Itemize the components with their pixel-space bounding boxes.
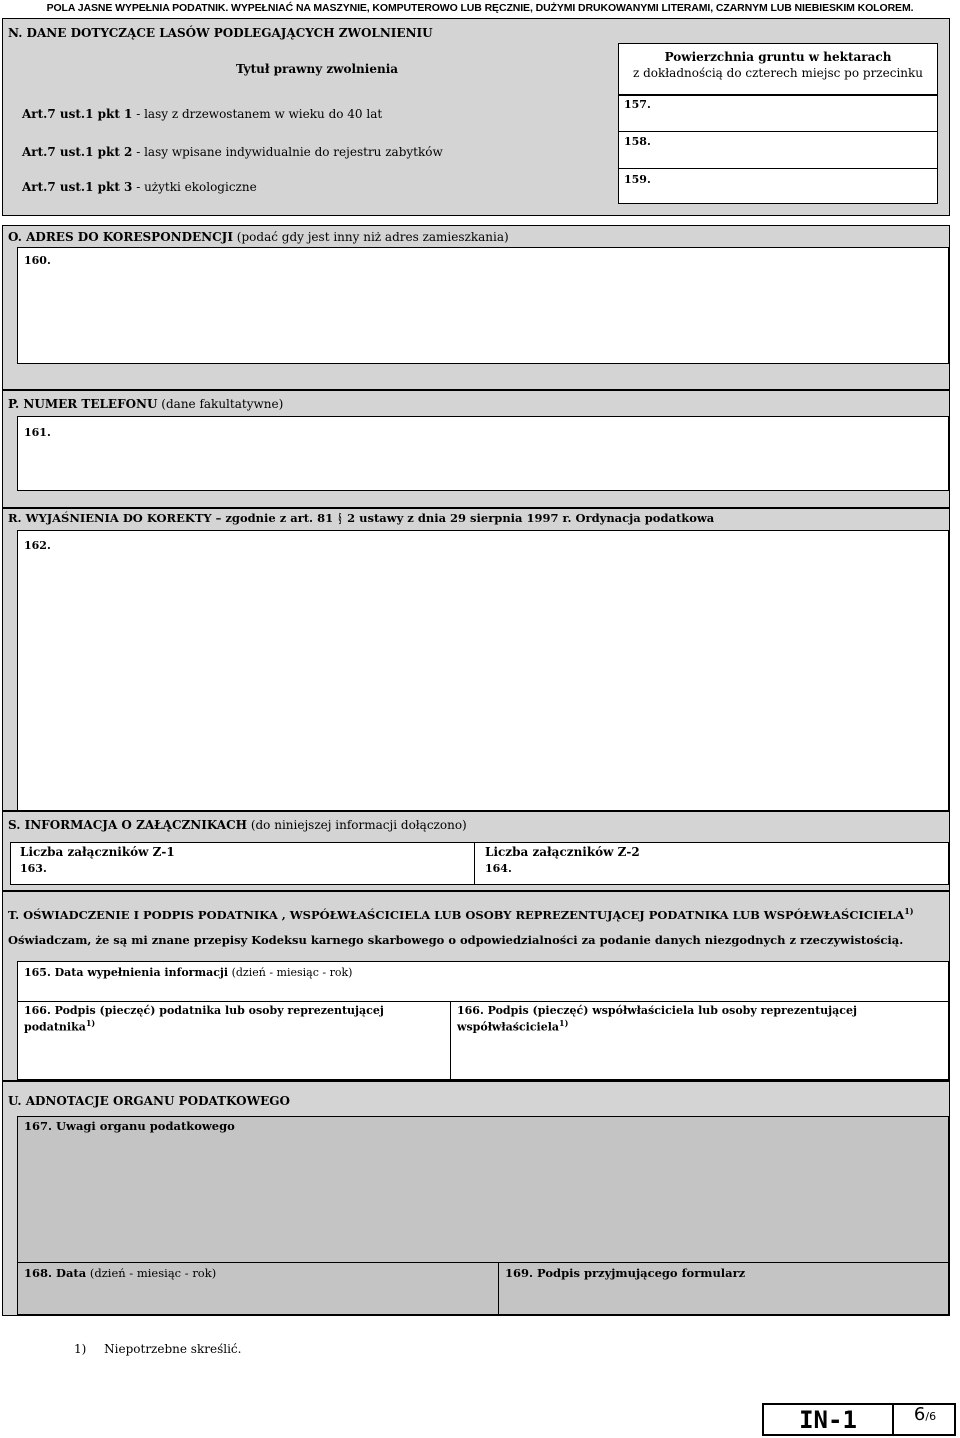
- field-165[interactable]: [17, 961, 949, 1002]
- field-162[interactable]: [17, 530, 949, 811]
- section-r-heading: R. WYJAŚNIENIA DO KOREKTY – zgodnie z art. 81: [8, 511, 338, 525]
- area-header-line1: Powierzchnia gruntu w hektarach: [664, 50, 892, 64]
- section-t-heading: T. OŚWIADCZENIE I PODPIS PODATNIKA , WSPÓŁWŁAŚCICIELA LUB OSOBY REPREZENTUJĄCEJ PODATNIKA LUB WSPÓŁWŁAŚCICIELA: [8, 907, 905, 922]
- field-166b-label-text: współwłaściciela: [457, 1020, 560, 1034]
- page-current: 6: [913, 1404, 926, 1425]
- area-header-line2: z dokładnością do czterech miejsc po przecinku: [632, 66, 924, 80]
- exemption-row-1-ref: Art.7 ust.1 pkt 1: [22, 107, 133, 121]
- section-s-note: (do niniejszej informacji dołączono): [247, 818, 467, 832]
- field-163[interactable]: [10, 842, 475, 885]
- declaration-statement: Oświadczam, że są mi znane przepisy Kodeksu karnego skarbowego o odpowiedzialności za podanie danych niezgodnych z rzeczywistością.: [8, 933, 904, 947]
- legal-title-header: Tytuł prawny zwolnienia: [236, 62, 399, 76]
- field-168-label-main: 168. Data: [24, 1266, 87, 1280]
- field-167-label: 167. Uwagi organu podatkowego: [24, 1119, 235, 1133]
- footnote-number: 1): [74, 1342, 87, 1356]
- field-166a-label-line2: [24, 1018, 95, 1034]
- field-158[interactable]: [618, 131, 938, 169]
- field-169-label: 169. Podpis przyjmującego formularz: [505, 1266, 746, 1280]
- field-157-number: 157.: [624, 98, 651, 111]
- exemption-row-1-label: [22, 107, 382, 121]
- section-o-heading: O. ADRES DO KORESPONDENCJI: [8, 230, 233, 244]
- section-s-title: [8, 818, 467, 832]
- field-164[interactable]: [474, 842, 949, 885]
- section-n-title: N. DANE DOTYCZĄCE LASÓW PODLEGAJĄCYCH ZWOLNIENIU: [8, 26, 433, 40]
- exemption-row-2-desc: - lasy wpisane indywidualnie do rejestru zabytków: [132, 145, 443, 159]
- section-mark: §: [338, 510, 342, 526]
- field-166a-label-line1: 166. Podpis (pieczęć) podatnika lub osoby reprezentującej: [24, 1004, 384, 1017]
- section-t-footnote-ref: 1): [904, 906, 914, 916]
- section-o-title: [8, 230, 509, 244]
- section-r-heading-rest: 2 ustawy z dnia 29 sierpnia 1997 r. Ordynacja podatkowa: [343, 511, 715, 525]
- field-166b-label-line2: [457, 1018, 568, 1034]
- exemption-row-1-desc: - lasy z drzewostanem w wieku do 40 lat: [132, 107, 383, 121]
- field-165-label-main: 165. Data wypełnienia informacji: [24, 966, 229, 979]
- field-168-label: [24, 1266, 216, 1280]
- field-157[interactable]: [618, 95, 938, 132]
- form-id-divider: [892, 1403, 894, 1436]
- field-159[interactable]: [618, 168, 938, 204]
- exemption-row-2-label: [22, 145, 443, 159]
- field-158-number: 158.: [624, 135, 651, 148]
- section-p-title: [8, 397, 283, 411]
- page-total: /6: [925, 1410, 937, 1423]
- section-p-note: (dane fakultatywne): [157, 397, 284, 411]
- field-165-label-hint: (dzień - miesiąc - rok): [228, 966, 353, 979]
- field-166a-footnote-ref: 1): [85, 1018, 96, 1028]
- field-166a-label-text: podatnika: [24, 1020, 86, 1034]
- field-167: [17, 1116, 949, 1263]
- field-162-number: 162.: [24, 539, 51, 552]
- field-159-number: 159.: [624, 173, 651, 186]
- section-s-heading: S. INFORMACJA O ZAŁĄCZNIKACH: [8, 818, 247, 832]
- field-166-coowner-signature[interactable]: [450, 1001, 949, 1080]
- section-t-title: [8, 906, 914, 922]
- exemption-row-3-ref: Art.7 ust.1 pkt 3: [22, 180, 133, 194]
- section-u-title: U. ADNOTACJE ORGANU PODATKOWEGO: [8, 1094, 290, 1108]
- attachments-z1-label: Liczba załączników Z-1: [20, 845, 175, 859]
- fill-instructions: POLA JASNE WYPEŁNIA PODATNIK. WYPEŁNIAĆ NA MASZYNIE, KOMPUTEROWO LUB RĘCZNIE, DUŻYMI DRUKOWANYMI LITERAMI, CZARNYM LUB NIEBIESKIM KOLOREM.: [46, 2, 914, 14]
- field-161[interactable]: [17, 416, 949, 491]
- exemption-row-2-ref: Art.7 ust.1 pkt 2: [22, 145, 133, 159]
- form-id: IN-1: [799, 1406, 857, 1434]
- field-169: [498, 1262, 949, 1315]
- field-168-label-hint: (dzień - miesiąc - rok): [86, 1266, 217, 1280]
- field-166-taxpayer-signature[interactable]: [17, 1001, 451, 1080]
- footnote-text: Niepotrzebne skreślić.: [104, 1342, 242, 1356]
- field-163-number: 163.: [20, 862, 47, 875]
- field-166b-footnote-ref: 1): [559, 1018, 569, 1028]
- attachments-z2-label: Liczba załączników Z-2: [485, 845, 640, 859]
- field-166b-label-line1: 166. Podpis (pieczęć) współwłaściciela lub osoby reprezentującej: [457, 1004, 857, 1017]
- exemption-row-3-desc: - użytki ekologiczne: [132, 180, 257, 194]
- page-indicator: [896, 1404, 954, 1425]
- field-160-number: 160.: [24, 254, 51, 267]
- field-165-label: [24, 966, 352, 979]
- field-168: [17, 1262, 499, 1315]
- footnote: [74, 1342, 241, 1356]
- field-161-number: 161.: [24, 426, 51, 439]
- field-160[interactable]: [17, 247, 949, 364]
- section-o-note: (podać gdy jest inny niż adres zamieszkania): [232, 230, 509, 244]
- exemption-row-3-label: [22, 180, 257, 194]
- section-p-heading: P. NUMER TELEFONU: [8, 397, 158, 411]
- section-r-title: [8, 511, 714, 525]
- field-164-number: 164.: [485, 862, 512, 875]
